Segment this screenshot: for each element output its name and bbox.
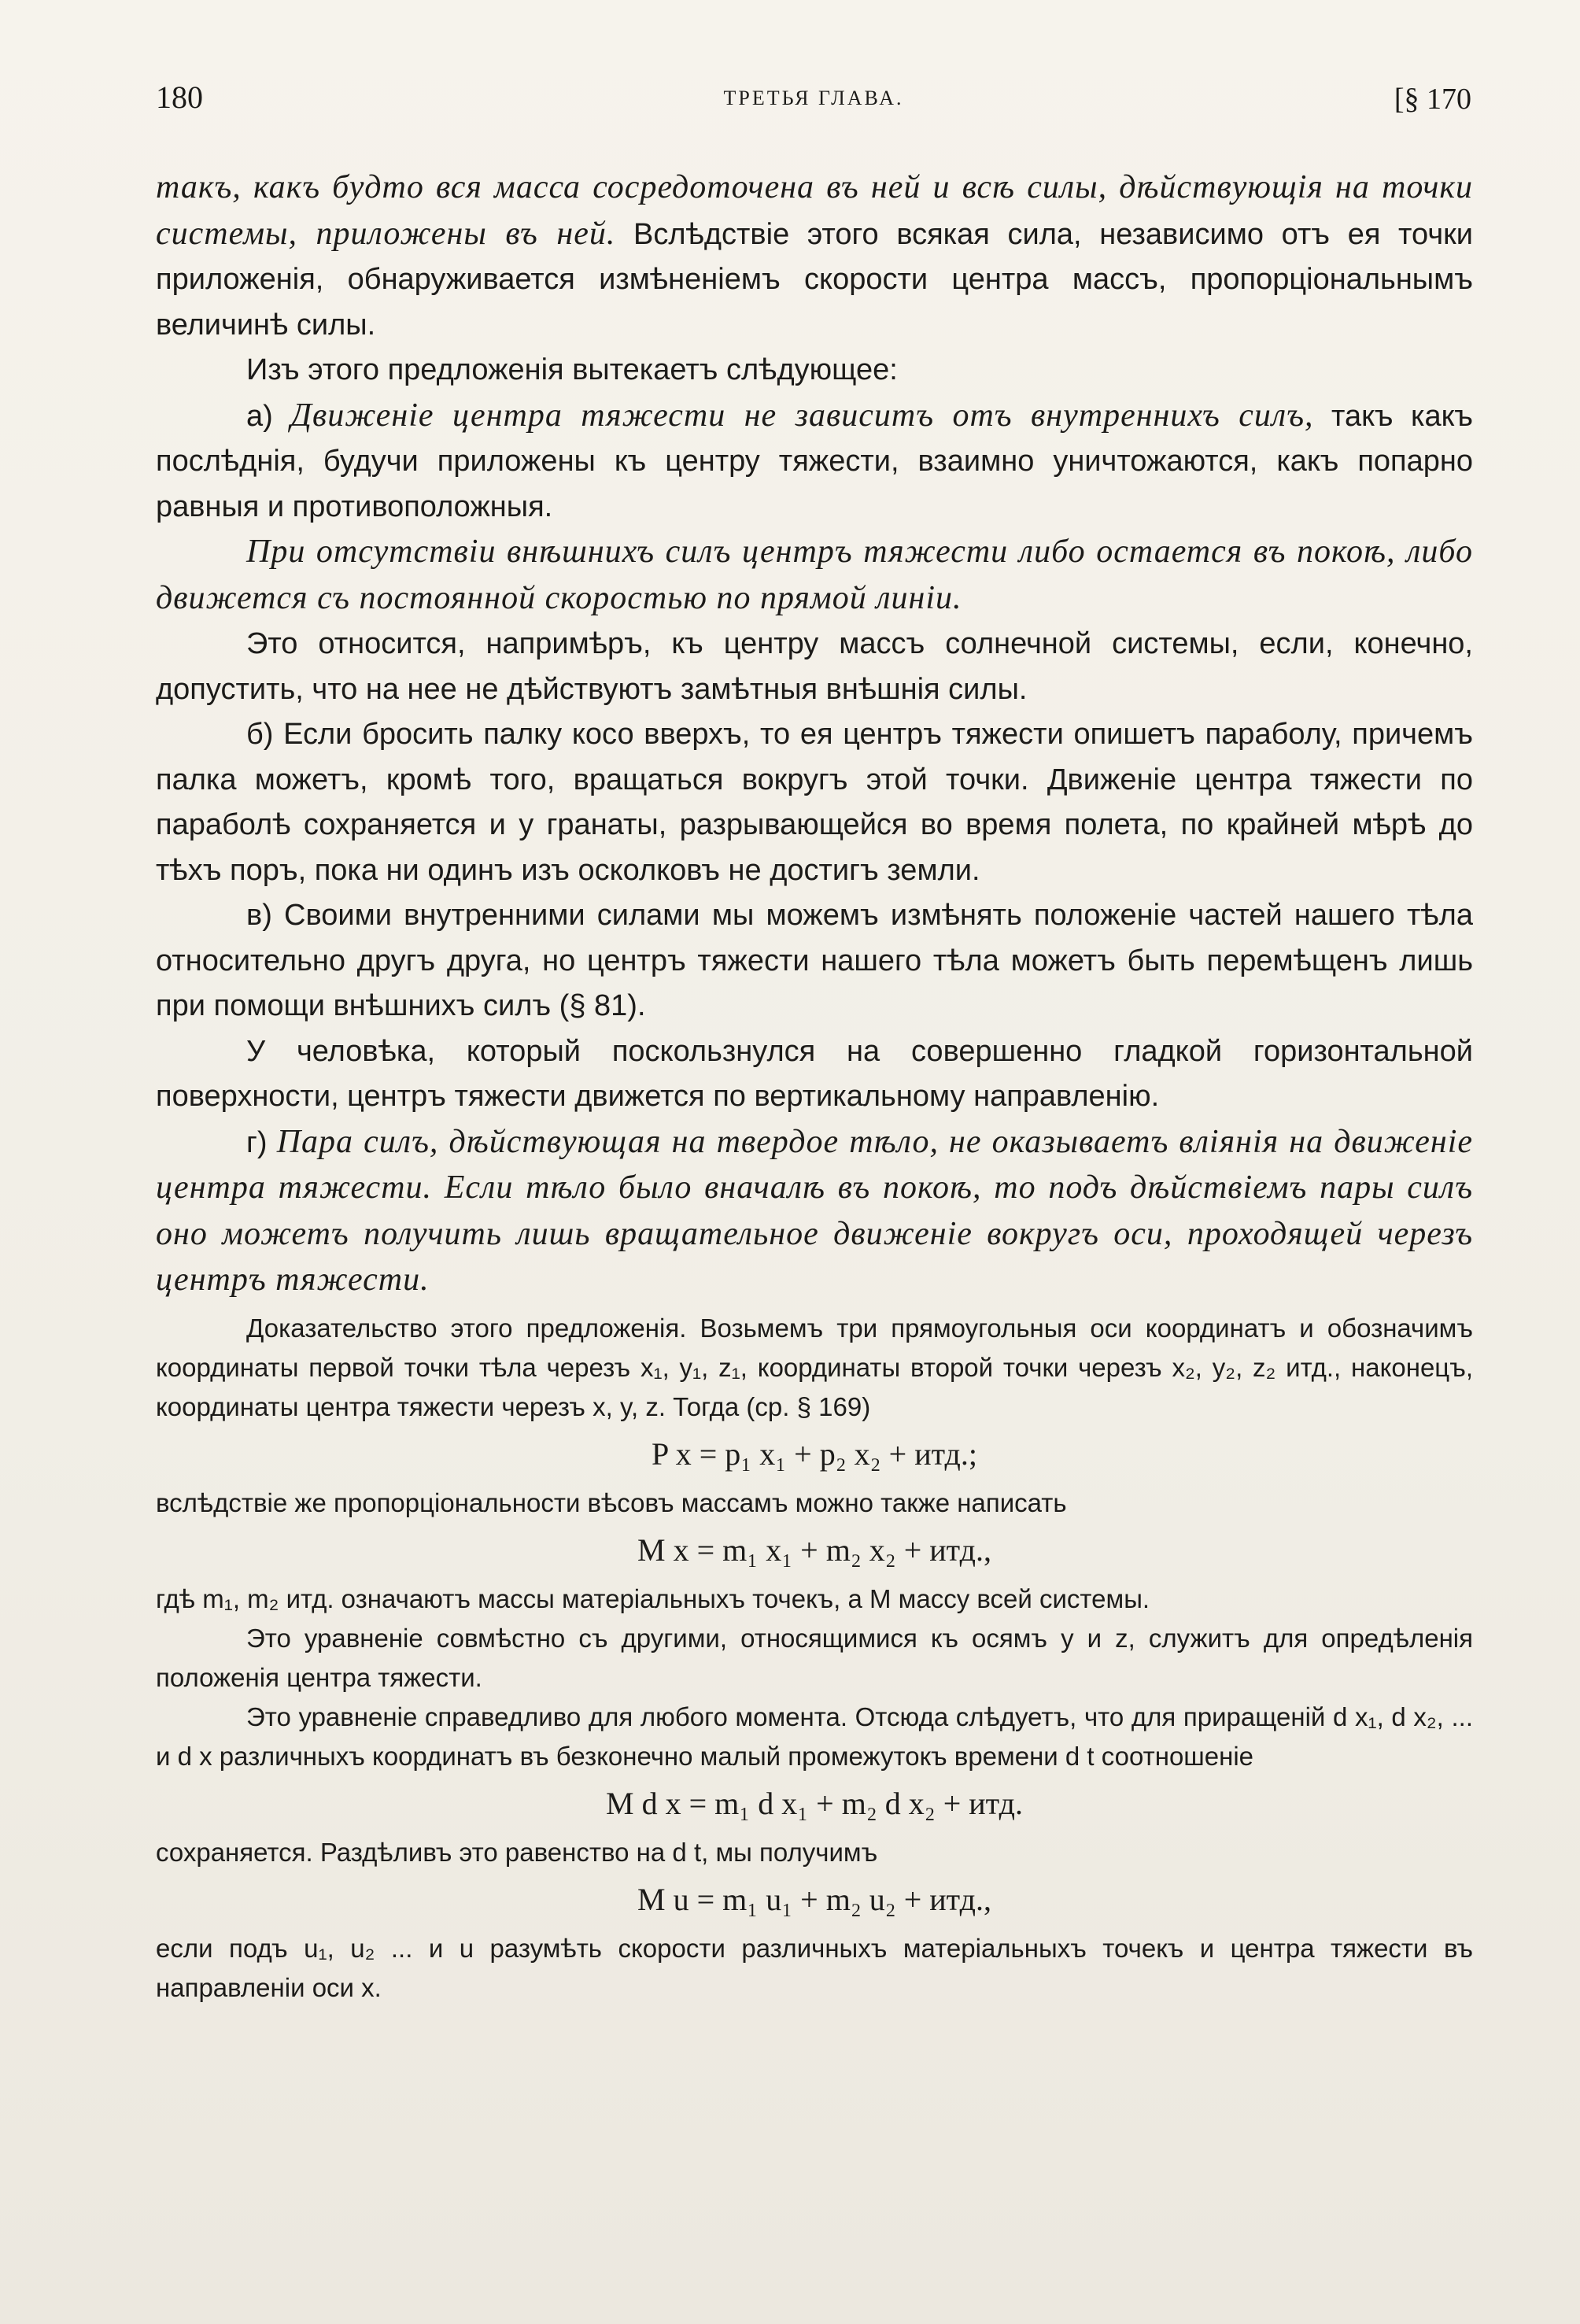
paragraph-5: Это относится, напримѣръ, къ центру массъ солнечной системы, если, конечно, допустить, что на нее не дѣйствуютъ замѣтныя внѣшнія силы. [156,627,1473,706]
page-number: 180 [156,79,203,115]
paragraph-8: У человѣка, который поскользнулся на совершенно гладкой горизонтальной поверхности, центръ тяжести движется по вертикальному направленію. [156,1034,1473,1113]
paragraph-11: вслѣдствіе же пропорціональности вѣсовъ массамъ можно также написать [156,1487,1067,1517]
chapter-title: ТРЕТЬЯ ГЛАВА. [723,87,904,109]
paragraph-13: Это уравненіе совмѣстно съ другими, относящимися къ осямъ y и z, служитъ для опредѣленія положенія центра тяжести. [156,1623,1473,1692]
paragraph-7: в) Своими внутренними силами мы можемъ измѣнять положеніе частей нашего тѣла относительно другъ друга, но центръ тяжести нашего тѣла можетъ быть перемѣщенъ лишь при помощи внѣшнихъ силъ (§ 81). [156,899,1473,1022]
paragraph-text: такъ какъ послѣднія, будучи приложены къ центру тяжести, взаимно уничтожаются, какъ попарно равныя и противоположныя. [156,399,1473,523]
item-label-g: г) [246,1125,277,1159]
running-header [156,79,1471,126]
paragraph-text: Вслѣдствіе этого всякая сила, независимо отъ ея точки приложенія, обнаруживается измѣненіемъ скорости центра массъ, пропорціональнымъ величинѣ силы. [156,217,1473,342]
proof-paragraph: Доказательство этого предложенія. Возьмемъ три прямоугольныя оси координатъ и обозначимъ координаты первой точки тѣла черезъ x₁, y₁, z₁, координаты второй точки черезъ x₂, y₂, z₂ итд., наконецъ, координаты центра тяжести черезъ x, y, z. Тогда (ср. § 169) [156,1313,1473,1421]
page-body [156,165,1473,2008]
paragraph-14: Это уравненіе справедливо для любого момента. Отсюда слѣдуетъ, что для приращеній d x₁, d x₂, ... и d x различныхъ координатъ въ безконечно малый промежутокъ времени d t соотношеніе [156,1701,1473,1771]
paragraph-3 [156,393,1473,530]
paragraph-2: Изъ этого предложенія вытекаетъ слѣдующее: [246,353,898,386]
paragraph-6: б) Если бросить палку косо вверхъ, то ея центръ тяжести опишетъ параболу, причемъ палка можетъ, кромѣ того, вращаться вокругъ этой точки. Движеніе центра тяжести по параболѣ сохраняется и у гранаты, разрывающейся во время полета, по крайней мѣрѣ до тѣхъ поръ, пока ни одинъ изъ осколковъ не достигъ земли. [156,718,1473,887]
formula-masses: M x = m₁ x₁ + m₂ x₂ + итд., [637,1531,991,1568]
paragraph-15: сохраняется. Раздѣливъ это равенство на d t, мы получимъ [156,1837,878,1867]
italic-statement: При отсутствіи внѣшнихъ силъ центръ тяжести либо остается въ покоѣ, либо движется съ постоянной скоростью по прямой линіи. [156,534,1473,616]
paragraph-1 [156,165,1473,348]
paragraph-9 [156,1120,1473,1304]
paragraph-4 [156,530,1473,622]
formula-differentials: M d x = m₁ d x₁ + m₂ d x₂ + итд. [606,1785,1023,1821]
formula-velocities: M u = m₁ u₁ + m₂ u₂ + итд., [637,1881,991,1917]
paragraph-16: если подъ u₁, u₂ ... и u разумѣть скорости различныхъ матеріальныхъ точекъ и центра тяжести въ направленіи оси x. [156,1933,1473,2002]
section-reference: [§ 170 [1394,83,1471,116]
item-label-a: а) [246,399,291,433]
paragraph-12: гдѣ m₁, m₂ итд. означаютъ массы матеріальныхъ точекъ, а M массу всей системы. [156,1583,1150,1613]
italic-statement: Пара силъ, дѣйствующая на твердое тѣло, не оказываетъ вліянія на движеніе центра тяжести. Если тѣло было вначалѣ въ покоѣ, то подъ дѣйствіемъ пары силъ оно можетъ получить лишь вращательное движеніе вокругъ оси, проходящей черезъ центръ тяжести. [156,1123,1474,1298]
italic-statement: Движеніе центра тяжести не зависитъ отъ внутреннихъ силъ, [290,397,1314,434]
formula-weights: P x = p₁ x₁ + p₂ x₂ + итд.; [651,1435,978,1472]
italic-statement: такъ, какъ будто вся масса сосредоточена въ ней и всѣ силы, дѣйствующія на точки системы, приложены въ ней. [156,169,1473,252]
